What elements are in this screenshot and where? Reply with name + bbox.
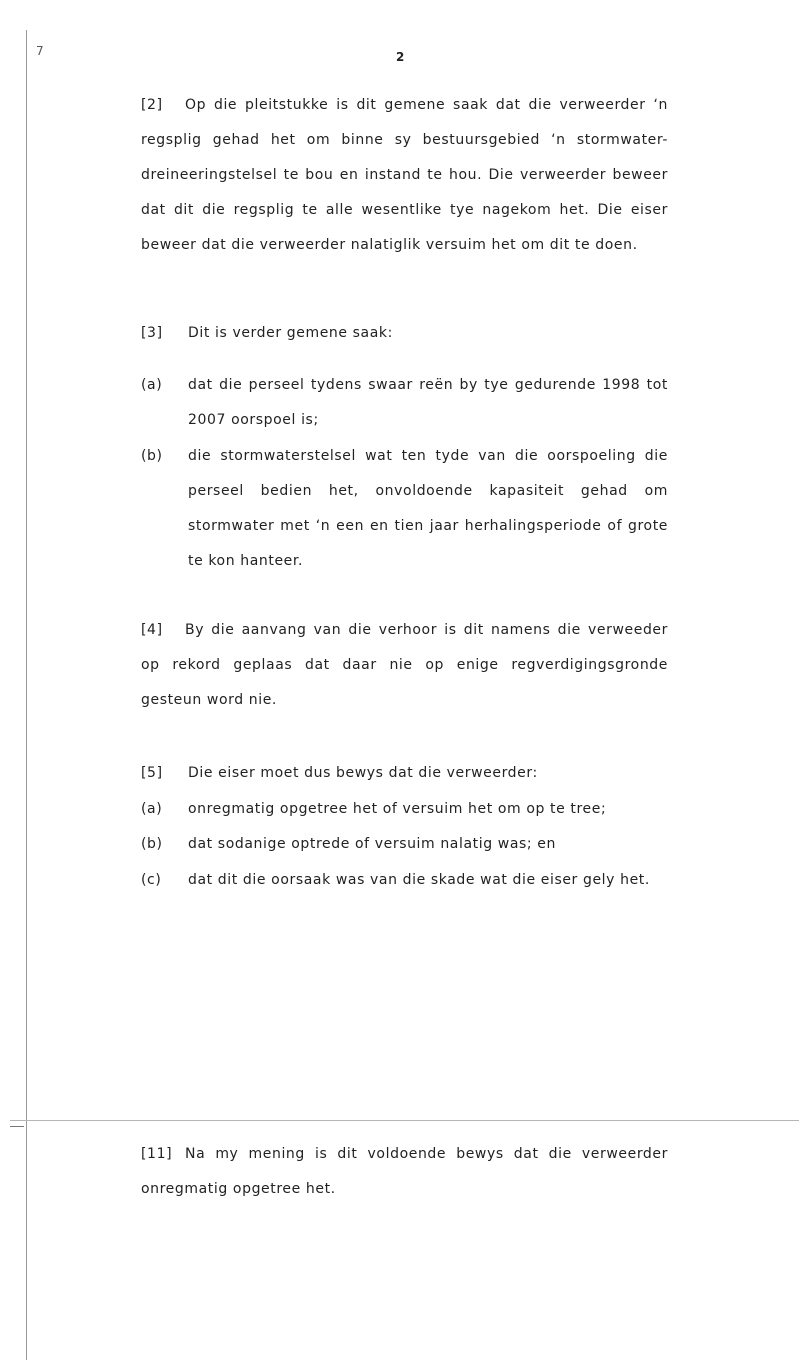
- list-item-text: dat die perseel tydens swaar reën by tye gedurende 1998 tot 2007 oorspoel is;: [188, 377, 668, 428]
- list-item-label: (a): [141, 377, 163, 393]
- paragraph-3-text: Dit is verder gemene saak:: [188, 325, 393, 341]
- list-item-label: (c): [141, 872, 162, 888]
- list-item-label: (b): [141, 836, 163, 852]
- divider-stub: [10, 1126, 24, 1127]
- paragraph-number: [3]: [141, 325, 163, 341]
- list-item-text: dat dit die oorsaak was van die skade wat die eiser gely het.: [188, 872, 650, 888]
- list-item-label: (b): [141, 448, 163, 464]
- paragraph-text: Op die pleitstukke is dit gemene saak dat die verweerder ‘n regsplig gehad het om binne sy bestuursgebied ‘n stormwater-dreineeringstelsel te bou en instand te hou. Die verweerder beweer dat dit die regsplig te alle wesentlike tye nagekom het. Die eiser beweer dat die verweerder nalatiglik versuim het om dit te doen.: [141, 97, 668, 253]
- list-item-text: dat sodanige optrede of versuim nalatig was; en: [188, 836, 556, 852]
- paragraph-4: [141, 613, 668, 718]
- margin-mark: 7: [36, 44, 44, 58]
- list-item-text: onregmatig opgetree het of versuim het om op te tree;: [188, 801, 607, 817]
- paragraph-text: Na my mening is dit voldoende bewys dat die verweerder onregmatig opgetree het.: [141, 1146, 668, 1197]
- paragraph-number: [2]: [141, 97, 163, 113]
- paragraph-11: [141, 1137, 668, 1207]
- paragraph-number: [4]: [141, 622, 163, 638]
- paragraph-number: [11]: [141, 1146, 173, 1162]
- paragraph-5-text: Die eiser moet dus bewys dat die verweerder:: [188, 765, 538, 781]
- page-divider: [10, 1120, 799, 1121]
- left-margin-rule: [26, 30, 27, 1360]
- page-number: 2: [396, 50, 405, 64]
- paragraph-2: [141, 88, 668, 263]
- paragraph-text: By die aanvang van die verhoor is dit namens die verweeder op rekord geplaas dat daar nie op enige regverdigingsgronde gesteun word nie.: [141, 622, 668, 708]
- paragraph-number: [5]: [141, 765, 163, 781]
- list-item-text: die stormwaterstelsel wat ten tyde van die oorspoeling die perseel bedien het, onvoldoende kapasiteit gehad om stormwater met ‘n een en tien jaar herhalingsperiode of grote te kon hanteer.: [188, 448, 668, 569]
- list-item-label: (a): [141, 801, 163, 817]
